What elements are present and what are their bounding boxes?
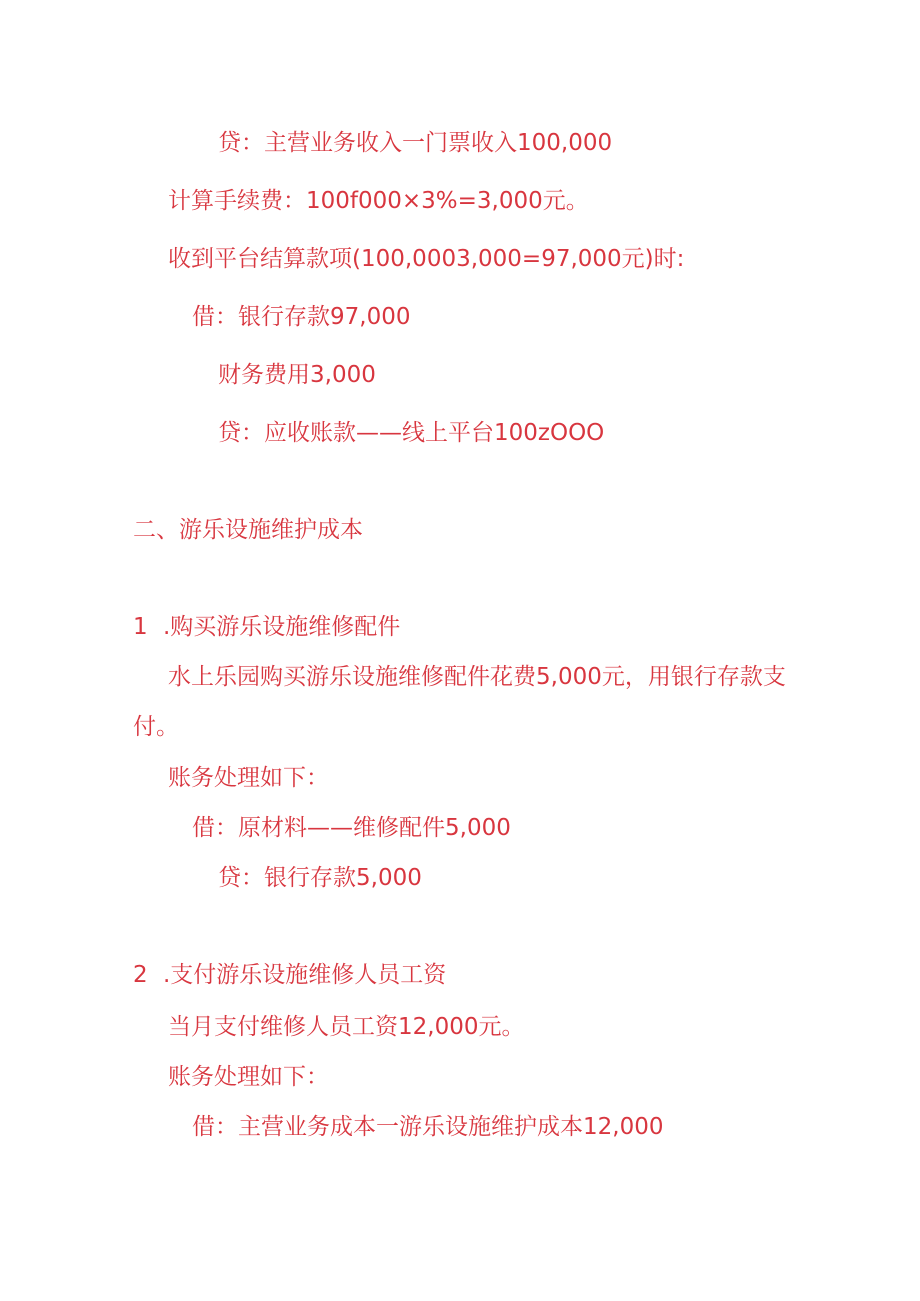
credit-ticket-revenue-line: 贷：主营业务收入一门票收入100,000 (218, 130, 613, 156)
item2-number: 2 (133, 962, 148, 988)
platform-settlement-line: 收到平台结算款项(100,0003,000=97,000元)时: (168, 246, 685, 272)
item2-heading (133, 960, 446, 990)
financial-expense-line: 财务费用3,000 (218, 362, 376, 388)
item1-paragraph-line2: 付。 (133, 714, 179, 740)
fee-calculation-line: 计算手续费：100f000×3%=3,000元。 (168, 188, 589, 214)
item1-process-label: 账务处理如下： (168, 765, 329, 791)
section-heading: 二、游乐设施维护成本 (133, 517, 363, 543)
item1-paragraph-line1: 水上乐园购买游乐设施维修配件花费5,000元，用银行存款支 (168, 664, 786, 690)
item1-number: 1 (133, 614, 148, 640)
item2-paragraph: 当月支付维修人员工资12,000元。 (168, 1014, 525, 1040)
item2-debit-line: 借：主营业务成本一游乐设施维护成本12,000 (192, 1114, 664, 1140)
item1-debit-line: 借：原材料——维修配件5,000 (192, 815, 511, 841)
item1-credit-line: 贷：银行存款5,000 (218, 865, 422, 891)
debit-bank-deposit-line: 借：银行存款97,000 (192, 304, 411, 330)
item1-heading (133, 612, 400, 642)
item2-title: .支付游乐设施维修人员工资 (162, 962, 447, 988)
credit-receivable-line: 贷：应收账款——线上平台100zOOO (218, 420, 605, 446)
item2-process-label: 账务处理如下： (168, 1064, 329, 1090)
item1-title: .购买游乐设施维修配件 (162, 614, 401, 640)
